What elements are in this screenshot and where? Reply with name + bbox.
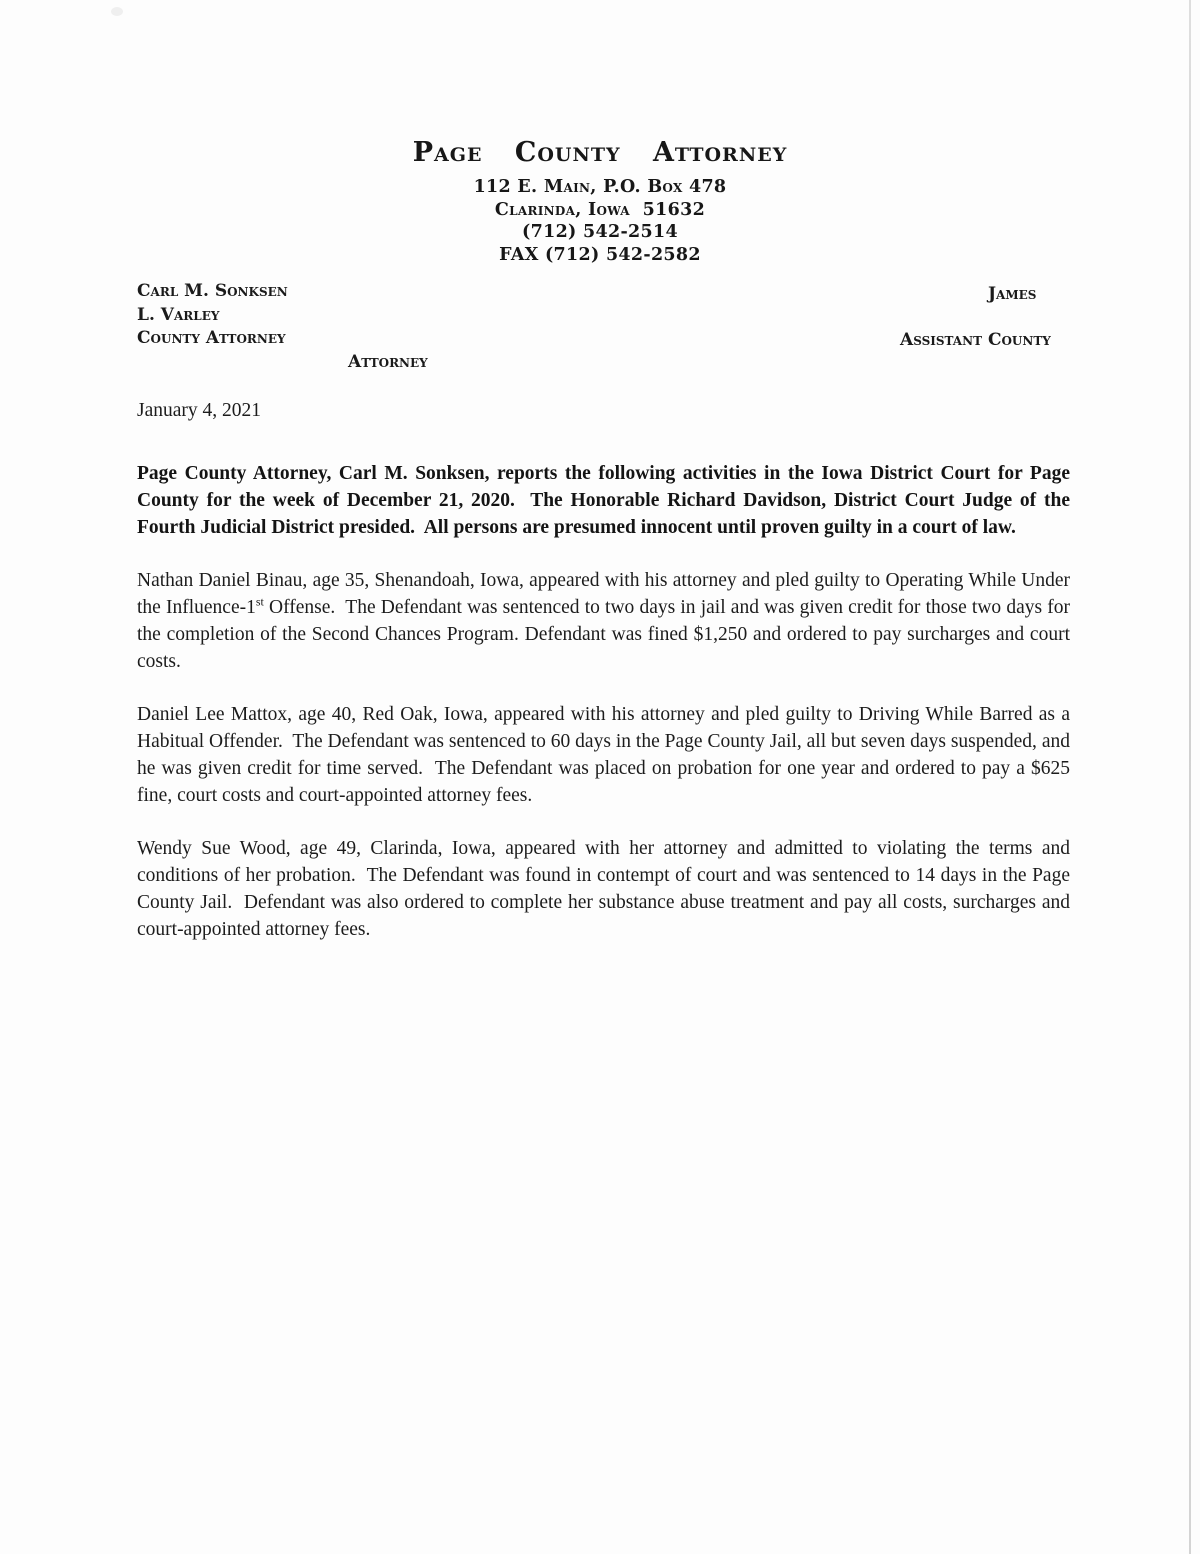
case-paragraph-mattox xyxy=(137,701,1070,809)
officials-left-block xyxy=(137,280,288,351)
case-text: Offense. The Defendant was sentenced to two days in jail and was given credit for those two days for the completion of the Second Chances Program. Defendant was fined $1,250 and ordered to pay surcharges and court costs. xyxy=(137,597,1070,672)
official-title-county-attorney: County Attorney xyxy=(137,328,286,348)
official-name-james: James xyxy=(988,284,1037,304)
scan-smudge xyxy=(111,7,123,16)
official-title-assistant-county: Assistant County xyxy=(900,330,1051,350)
ordinal-superscript: st xyxy=(255,594,264,609)
letter-body xyxy=(137,397,1070,969)
case-paragraph-wood xyxy=(137,835,1070,943)
letterhead-phone: (712) 542-2514 xyxy=(522,222,678,242)
letterhead-title: Page County Attorney xyxy=(412,137,788,168)
official-title-attorney: Attorney xyxy=(348,352,428,372)
letterhead-address-city: Clarinda, Iowa 51632 xyxy=(494,199,706,220)
case-text: Daniel Lee Mattox, age 40, Red Oak, Iowa, appeared with his attorney and pled guilty to Driving While Barred as a Habitual Offender. The Defendant was sentenced to 60 days in the Page County Jail, all but seven days suspended, and he was given credit for time served. The Defendant was placed on probation for one year and ordered to pay a $625 fine, court costs and court-appointed attorney fees. xyxy=(137,704,1070,806)
letter-date: January 4, 2021 xyxy=(137,400,262,421)
letterhead xyxy=(0,139,1200,266)
official-name-sonksen: Carl M. Sonksen xyxy=(137,281,288,301)
letterhead-fax: FAX (712) 542-2582 xyxy=(499,244,701,265)
case-text: Nathan Daniel Binau, age 35, Shenandoah, Iowa, appeared with his attorney and pled guilty to Operating While Under the Influence-1 xyxy=(137,570,1070,618)
official-name-varley: L. Varley xyxy=(137,304,220,325)
case-text: Wendy Sue Wood, age 49, Clarinda, Iowa, appeared with her attorney and admitted to violating the terms and conditions of her probation. The Defendant was found in contempt of court and was sentenced to 14 days in the Page County Jail. Defendant was also ordered to complete her substance abuse treatment and pay all costs, surcharges and court-appointed attorney fees. xyxy=(137,838,1070,940)
case-paragraph-binau xyxy=(137,567,1070,675)
intro-paragraph: Page County Attorney, Carl M. Sonksen, reports the following activities in the Iowa District Court for Page County for the week of December 21, 2020. The Honorable Richard Davidson, District Court Judge of the Fourth Judicial District presided. All persons are presumed innocent until proven guilty in a court of law. xyxy=(137,463,1070,538)
letterhead-address-street: 112 E. Main, P.O. Box 478 xyxy=(473,177,727,197)
